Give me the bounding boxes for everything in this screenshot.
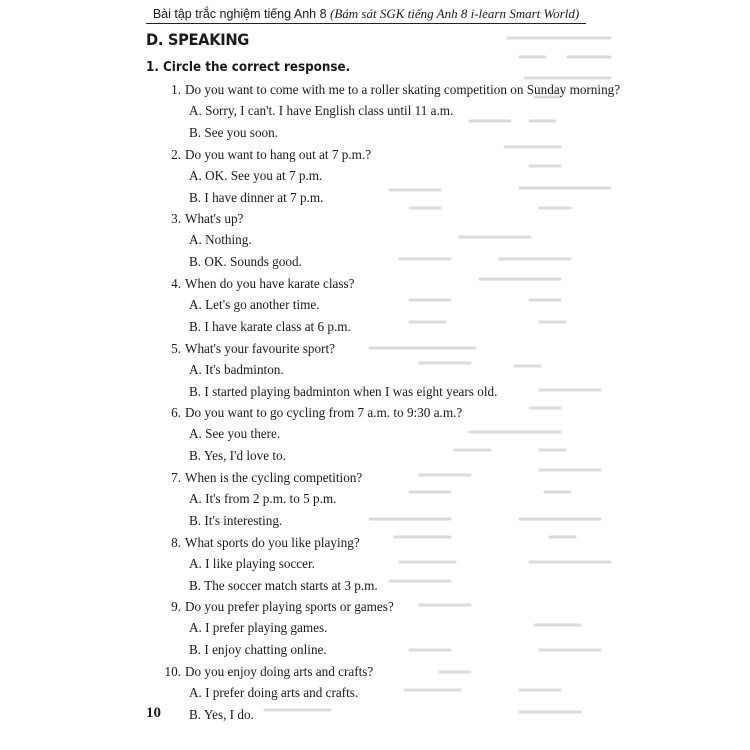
question-number: 4. — [171, 276, 181, 291]
question-stem — [166, 405, 462, 421]
question-number: 3. — [171, 211, 181, 226]
page-number: 10 — [146, 705, 161, 721]
question-number: 5. — [171, 341, 181, 356]
option-a[interactable]: A. Nothing. — [189, 232, 252, 247]
option-b[interactable]: B. I have dinner at 7 p.m. — [189, 190, 324, 205]
question-stem — [166, 535, 360, 551]
option-b[interactable]: B. Yes, I'd love to. — [189, 448, 286, 463]
option-a[interactable]: A. Let's go another time. — [189, 297, 320, 312]
option-a[interactable]: A. See you there. — [189, 426, 281, 441]
question-number: 10. — [164, 664, 181, 679]
question-text: What's your favourite sport? — [185, 341, 335, 356]
header-title: Bài tập trắc nghiệm tiếng Anh 8 — [152, 7, 331, 21]
question-text: What's up? — [185, 211, 244, 226]
option-b[interactable]: B. I have karate class at 6 p.m. — [189, 319, 351, 334]
question-number: 2. — [171, 147, 181, 162]
question-stem — [166, 82, 620, 98]
option-b[interactable]: B. OK. Sounds good. — [189, 254, 302, 269]
question-number: 1. — [171, 82, 181, 97]
question-stem — [166, 470, 362, 486]
option-a[interactable]: A. OK. See you at 7 p.m. — [189, 168, 323, 183]
option-b[interactable]: B. I started playing badminton when I was eight years old. — [189, 384, 498, 399]
option-a[interactable]: A. I prefer playing games. — [189, 620, 328, 635]
section-title: D. SPEAKING — [146, 30, 250, 49]
option-b[interactable]: B. See you soon. — [189, 125, 279, 140]
question-text: When is the cycling competition? — [185, 470, 363, 485]
header-subtitle: (Bám sát SGK tiếng Anh 8 i-learn Smart World) — [330, 6, 580, 21]
question-stem — [166, 341, 335, 357]
exercise-instruction: 1. Circle the correct response. — [146, 60, 351, 75]
question-text: What sports do you like playing? — [185, 535, 360, 550]
question-number: 7. — [171, 470, 181, 485]
question-number: 9. — [171, 599, 181, 614]
option-a[interactable]: A. I like playing soccer. — [189, 556, 315, 571]
question-number: 8. — [171, 535, 181, 550]
question-stem — [160, 664, 373, 680]
question-stem — [166, 599, 394, 615]
question-stem — [166, 276, 355, 292]
option-b[interactable]: B. The soccer match starts at 3 p.m. — [189, 578, 378, 593]
question-number: 6. — [171, 405, 181, 420]
question-stem — [166, 147, 371, 163]
option-a[interactable]: A. It's badminton. — [189, 362, 284, 377]
option-a[interactable]: A. Sorry, I can't. I have English class until 11 a.m. — [189, 103, 454, 118]
question-text: Do you prefer playing sports or games? — [185, 599, 394, 614]
header-rule — [146, 23, 586, 24]
question-text: Do you want to go cycling from 7 a.m. to 9:30 a.m.? — [185, 405, 463, 420]
question-text: When do you have karate class? — [185, 276, 355, 291]
option-a[interactable]: A. It's from 2 p.m. to 5 p.m. — [189, 491, 337, 506]
option-b[interactable]: B. Yes, I do. — [189, 707, 254, 722]
option-a[interactable]: A. I prefer doing arts and crafts. — [189, 685, 359, 700]
option-b[interactable]: B. I enjoy chatting online. — [189, 642, 327, 657]
question-text: Do you enjoy doing arts and crafts? — [185, 664, 374, 679]
running-header — [146, 6, 586, 22]
question-text: Do you want to hang out at 7 p.m.? — [185, 147, 372, 162]
option-b[interactable]: B. It's interesting. — [189, 513, 283, 528]
question-text: Do you want to come with me to a roller skating competition on Sunday morning? — [185, 82, 621, 97]
question-stem — [166, 211, 243, 227]
